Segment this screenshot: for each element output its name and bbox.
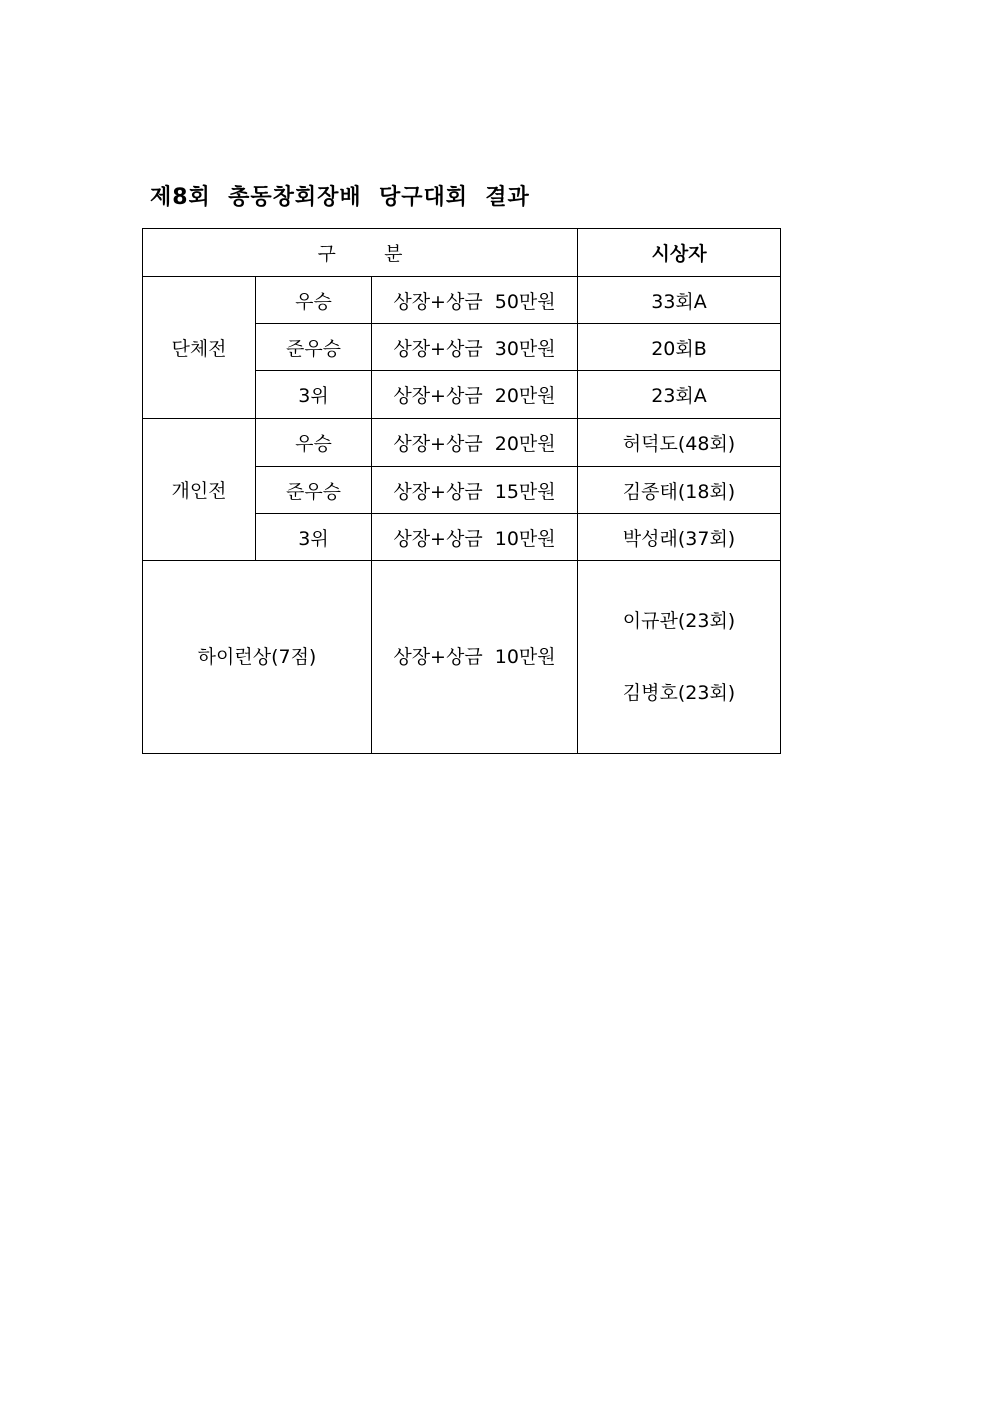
winner-cell-multi <box>578 561 781 754</box>
category-cell-team: 단체전 <box>143 277 256 419</box>
winner-cell: 33회A <box>578 277 781 324</box>
document-title: 제8회 총동창회장배 당구대회 결과 <box>150 185 530 210</box>
table-row <box>143 277 781 324</box>
winner-cell: 박성래(37회) <box>578 514 781 561</box>
prize-cell: 상장+상금 10만원 <box>372 561 578 754</box>
results-table <box>142 228 781 754</box>
prize-cell: 상장+상금 20만원 <box>372 419 578 467</box>
prize-cell: 상장+상금 15만원 <box>372 467 578 514</box>
winner-cell: 23회A <box>578 371 781 419</box>
prize-cell: 상장+상금 30만원 <box>372 324 578 371</box>
winner-cell: 20회B <box>578 324 781 371</box>
table-header-row <box>143 229 781 277</box>
category-cell-high-run: 하이런상(7점) <box>143 561 372 754</box>
prize-cell: 상장+상금 10만원 <box>372 514 578 561</box>
winner-name: 김병호(23회) <box>622 682 736 704</box>
table-row <box>143 561 781 754</box>
rank-cell: 준우승 <box>256 324 372 371</box>
winner-cell: 김종태(18회) <box>578 467 781 514</box>
winner-name: 이규관(23회) <box>622 610 736 632</box>
winner-cell: 허덕도(48회) <box>578 419 781 467</box>
prize-cell: 상장+상금 50만원 <box>372 277 578 324</box>
header-division: 구 분 <box>143 229 578 277</box>
rank-cell: 3위 <box>256 371 372 419</box>
rank-cell: 준우승 <box>256 467 372 514</box>
category-cell-individual: 개인전 <box>143 419 256 561</box>
rank-cell: 3위 <box>256 514 372 561</box>
table-row <box>143 419 781 467</box>
header-awardee: 시상자 <box>578 229 781 277</box>
rank-cell: 우승 <box>256 419 372 467</box>
rank-cell: 우승 <box>256 277 372 324</box>
prize-cell: 상장+상금 20만원 <box>372 371 578 419</box>
